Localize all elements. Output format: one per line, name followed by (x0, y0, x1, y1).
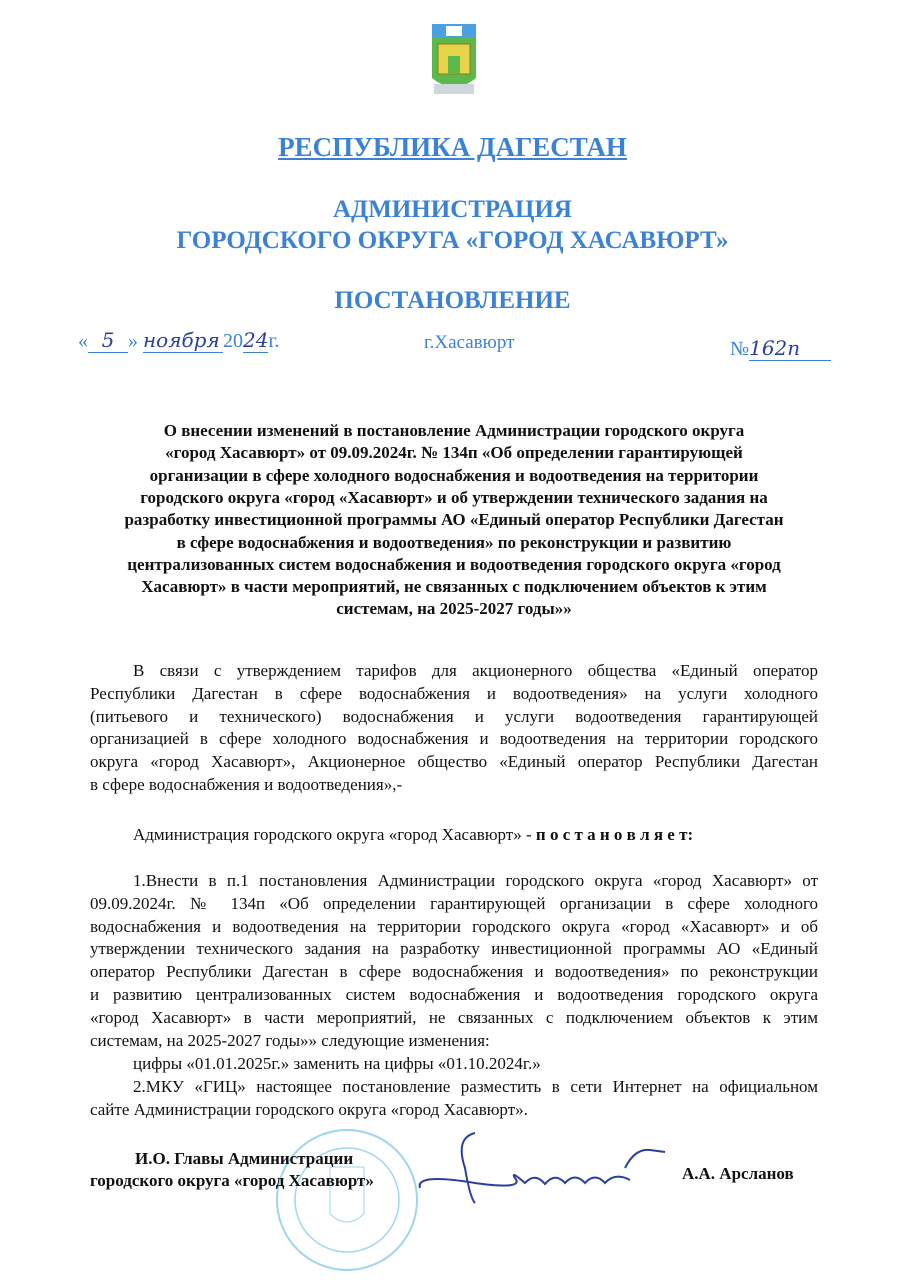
text-line: системам, на 2025-2027 годы»» (336, 599, 572, 619)
text-line: Республики Дагестан в сфере водоснабжения и водоотведения» на услуги холодного (90, 683, 818, 703)
text-line: в сфере водоснабжения и водоотведения»,- (90, 775, 403, 794)
date-open-quote: « (78, 330, 88, 352)
text-line: централизованных систем водоснабжения и водоотведения городского округа «город (127, 554, 781, 574)
text-line: «город Хасавюрт» от 09.09.2024г. № 134п «Об определении гарантирующей (165, 443, 743, 463)
text-line: и развитию централизованных систем водоснабжения и водоотведения городского округа (90, 985, 818, 1004)
document-date (78, 328, 279, 353)
date-day: 5 (88, 328, 128, 353)
text-line: 2.МКУ «ГИЦ» настоящее постановление разместить в сети Интернет на официальном (133, 1077, 818, 1096)
text-line: оператор Республики Дагестан в сфере водоснабжения и водоотведения» по реконструкции (90, 962, 818, 982)
text-line: в сфере водоснабжения и водоотведения» по реконструкции и развитию (176, 532, 732, 552)
city: г.Хасавюрт (424, 332, 515, 353)
text-line: 09.09.2024г. № 134п «Об определении гарантирующей организации в сфере холодного (90, 893, 818, 913)
date-year-prefix: 20 (223, 330, 243, 352)
resolves-text: Администрация городского округа «город Хасавюрт» - (133, 825, 536, 844)
signatory-position-line2: городского округа «город Хасавюрт» (90, 1171, 374, 1190)
date-month: ноября (143, 328, 223, 353)
signatory-name: А.А. Арсланов (682, 1164, 794, 1183)
text-line: системам, на 2025-2027 годы»» следующие изменения: (90, 1030, 490, 1050)
item-1-change: цифры «01.01.2025г.» заменить на цифры «01.10.2024г.» (133, 1054, 541, 1073)
resolves-line (133, 824, 693, 846)
document-type: ПОСТАНОВЛЕНИЕ (334, 287, 571, 314)
text-line: городского округа «город «Хасавюрт» и об утверждении технического задания на (140, 487, 768, 507)
republic-title: РЕСПУБЛИКА ДАГЕСТАН (278, 132, 627, 162)
text-line: организации в сфере холодного водоснабжения и водоотведения на территории (149, 465, 759, 485)
date-suffix: г. (268, 330, 280, 352)
text-line: водоснабжения и водоотведения на территории городского округа «город «Хасавюрт» и об (90, 916, 818, 936)
signatory-position-line1: И.О. Главы Администрации (135, 1149, 354, 1168)
resolves-keyword: п о с т а н о в л я е т: (535, 825, 694, 844)
text-line: (питьевого и технического) водоснабжения и услуги водоотведения гарантирующей (90, 706, 818, 726)
text-line: В связи с утверждением тарифов для акционерного общества «Единый оператор (133, 661, 818, 680)
text-line: утверждении технического задания на разработку инвестиционной программы АО «Единый (90, 939, 818, 959)
document-number (730, 336, 831, 361)
text-line: округа «город Хасавюрт», Акционерное общество «Единый оператор Республики Дагестан (90, 752, 818, 772)
text-line: Хасавюрт» в части мероприятий, не связанных с подключением объектов к этим (141, 577, 767, 597)
administration-title: АДМИНИСТРАЦИЯ (333, 196, 572, 223)
official-stamp (262, 1122, 432, 1272)
number-label: № (730, 338, 750, 360)
text-line: О внесении изменений в постановление Администрации городского округа (163, 421, 745, 440)
administration-subtitle: ГОРОДСКОГО ОКРУГА «ГОРОД ХАСАВЮРТ» (176, 227, 729, 254)
text-line: «город Хасавюрт» в части мероприятий, не связанных с подключением объектов к этим (90, 1007, 818, 1027)
text-line: организацией в сфере холодного водоснабжения и водоотведения на территории городского (90, 729, 818, 749)
text-line: 1.Внести в п.1 постановления Администрации городского округа «город Хасавюрт» от (133, 871, 818, 890)
text-line: сайте Администрации городского округа «город Хасавюрт». (90, 1099, 528, 1119)
text-line: разработку инвестиционной программы АО «Единый оператор Республики Дагестан (124, 510, 784, 530)
date-year: 24 (243, 328, 269, 352)
number-value: 162п (749, 336, 831, 361)
handwritten-signature (415, 1128, 675, 1208)
coat-of-arms-emblem (428, 22, 480, 104)
date-close-quote: » (128, 330, 138, 352)
